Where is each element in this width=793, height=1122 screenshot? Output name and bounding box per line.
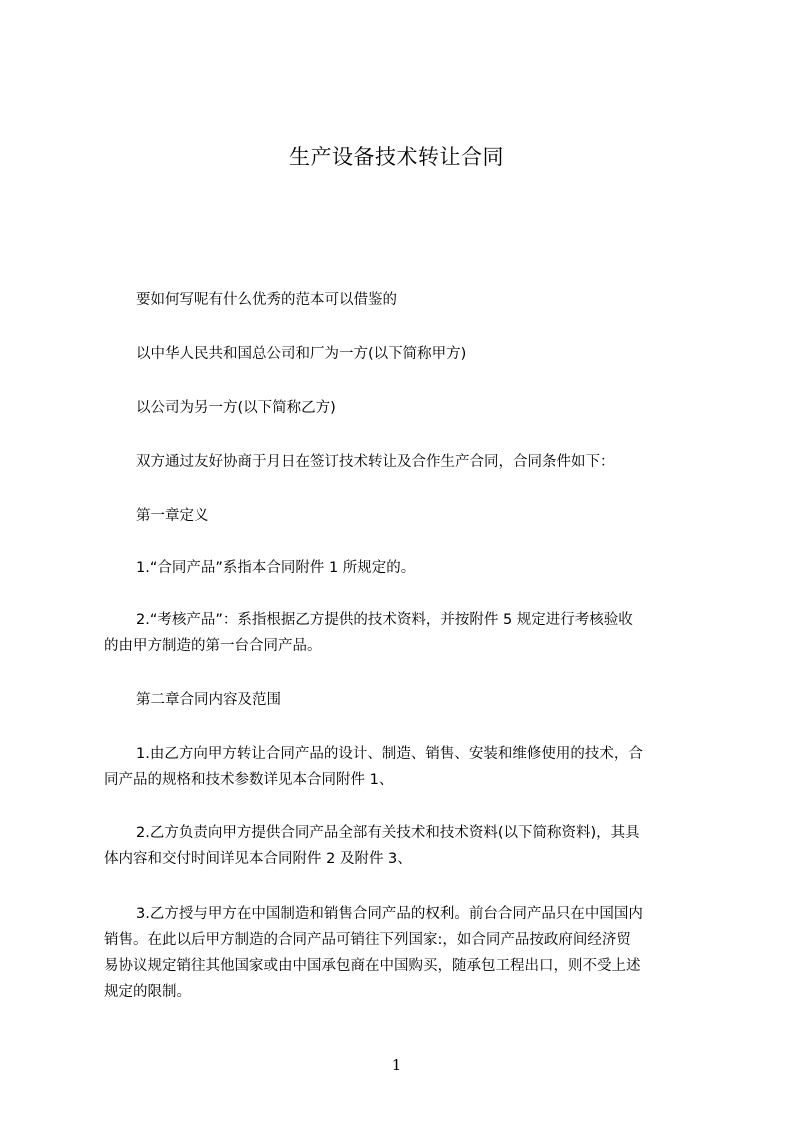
chapter-2-heading bbox=[104, 687, 704, 713]
paragraph-line: 1.“合同产品”系指本合同附件 1 所规定的。 bbox=[136, 560, 416, 576]
chapter-1-heading bbox=[104, 503, 704, 529]
paragraph-line: 易协议规定销往其他国家或由中国承包商在中国购买，随承包工程出口，则不受上述 bbox=[104, 958, 641, 974]
paragraph-scope-2 bbox=[104, 820, 704, 872]
paragraph-line: 销售。在此以后甲方制造的合同产品可销往下列国家:，如合同产品按政府间经济贸 bbox=[104, 932, 631, 948]
paragraph-line: 2.“考核产品”：系指根据乙方提供的技术资料，并按附件 5 规定进行考核验收 bbox=[136, 612, 633, 628]
paragraph-party-a bbox=[104, 341, 704, 367]
paragraph-scope-3 bbox=[104, 901, 704, 1005]
paragraph-line: 第二章合同内容及范围 bbox=[136, 692, 281, 708]
page-number: 1 bbox=[391, 1056, 402, 1074]
paragraph-line: 以公司为另一方(以下简称乙方) bbox=[136, 400, 336, 416]
paragraph-line: 规定的限制。 bbox=[104, 984, 191, 1000]
paragraph-line: 双方通过友好协商于月日在签订技术转让及合作生产合同，合同条件如下： bbox=[136, 454, 615, 470]
paragraph-scope-1 bbox=[104, 741, 704, 793]
paragraph-agreement bbox=[104, 449, 704, 475]
paragraph-definition-2 bbox=[104, 607, 704, 659]
paragraph-line: 3.乙方授与甲方在中国制造和销售合同产品的权利。前台合同产品只在中国国内 bbox=[136, 906, 643, 922]
document-title: 生产设备技术转让合同 bbox=[289, 145, 504, 169]
paragraph-line: 以中华人民共和国总公司和厂为一方(以下简称甲方) bbox=[136, 346, 467, 362]
paragraph-definition-1 bbox=[104, 555, 704, 581]
paragraph-party-b bbox=[104, 395, 704, 421]
paragraph-line: 同产品的规格和技术参数详见本合同附件 1、 bbox=[104, 772, 394, 788]
paragraph-line: 第一章定义 bbox=[136, 508, 209, 524]
paragraph-intro bbox=[104, 287, 704, 313]
paragraph-line: 要如何写呢有什么优秀的范本可以借鉴的 bbox=[136, 292, 397, 308]
paragraph-line: 2.乙方负责向甲方提供合同产品全部有关技术和技术资料(以下简称资料)，其具 bbox=[136, 825, 640, 841]
paragraph-line: 的由甲方制造的第一台合同产品。 bbox=[104, 638, 322, 654]
paragraph-line: 1.由乙方向甲方转让合同产品的设计、制造、销售、安装和维修使用的技术，合 bbox=[136, 746, 643, 762]
paragraph-line: 体内容和交付时间详见本合同附件 2 及附件 3、 bbox=[104, 851, 412, 867]
